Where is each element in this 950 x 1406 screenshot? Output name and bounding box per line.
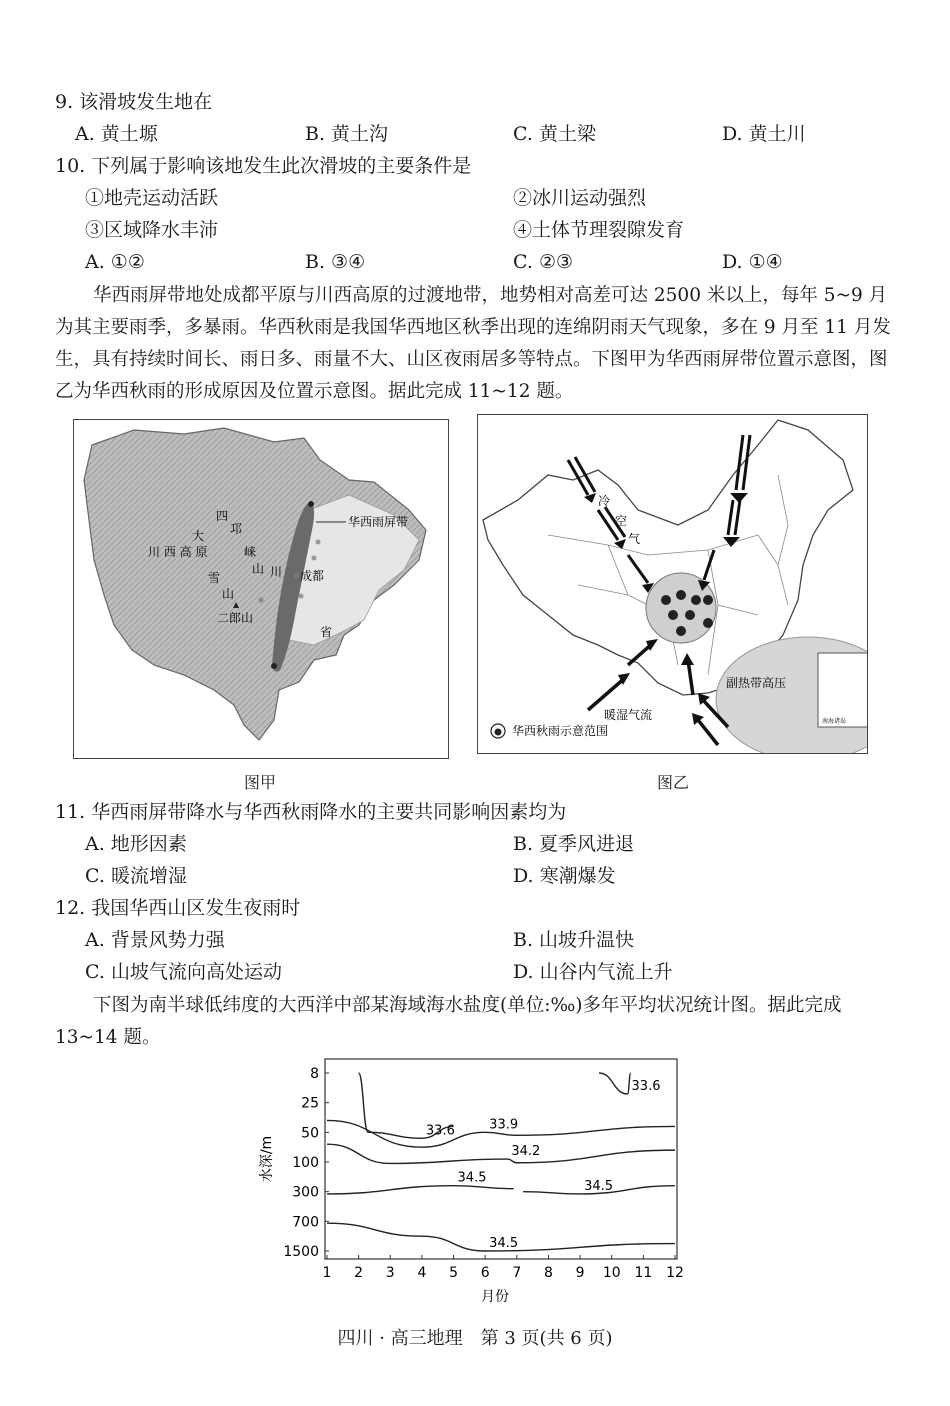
x-tick-label: 3	[385, 1265, 395, 1281]
label-chuan: 川	[270, 565, 283, 579]
q10-item-3: ③区域降水丰沛	[85, 219, 219, 241]
passage-1: 华西雨屏带地处成都平原与川西高原的过渡地带，地势相对高差可达 2500 米以上，每年 5~9 月为其主要雨季，多暴雨。华西秋雨是我国华西地区秋季出现的连绵阴雨天气现象，多在 9 月至 11 月发生，具有持续时间长、雨日多、雨量不大、山区夜雨居多等特点。下图甲为华西雨屏带位置示意图，图乙为华西秋雨的形成原因及位置示意图。据此完成 11~12 题。	[55, 285, 891, 402]
contour-label: 34.5	[584, 1178, 614, 1194]
page-footer: 四川 · 高三地理 第 3 页(共 6 页)	[337, 1328, 613, 1349]
y-tick-label: 25	[301, 1095, 319, 1112]
sichuan-map-svg	[74, 420, 448, 758]
q10-item-2: ②冰川运动强烈	[513, 187, 647, 209]
label-erlang: 二郎山	[217, 611, 254, 625]
q11-stem: 11. 华西雨屏带降水与华西秋雨降水的主要共同影响因素均为	[55, 801, 567, 823]
q12-option-c[interactable]: C. 山坡气流向高处运动	[85, 961, 282, 983]
y-axis-label: 水深/m	[259, 1135, 275, 1183]
figure-a-caption: 图甲	[244, 773, 277, 792]
label-lai: 崃	[244, 545, 257, 559]
q10-option-d[interactable]: D. ①④	[722, 251, 783, 273]
x-tick-label: 10	[602, 1265, 621, 1281]
label-sheng: 省	[320, 625, 333, 639]
contour-label: 33.9	[489, 1117, 519, 1133]
china-map-svg	[478, 415, 867, 753]
label-qiong: 邛	[230, 522, 243, 536]
contour-label: 34.2	[511, 1144, 541, 1160]
south-china-sea-inset	[818, 653, 867, 727]
x-tick-label: 1	[322, 1265, 332, 1281]
contour-label: 33.6	[425, 1123, 455, 1139]
contour-label: 33.6	[631, 1078, 661, 1094]
contour-label: 34.5	[457, 1170, 487, 1186]
figure-b-map	[477, 414, 868, 754]
x-tick-label: 5	[449, 1265, 459, 1281]
x-tick-label: 4	[417, 1265, 427, 1281]
label-si: 四	[216, 509, 229, 523]
y-tick-label: 300	[292, 1184, 319, 1201]
q10-item-1: ①地壳运动活跃	[85, 187, 219, 209]
q11-option-b[interactable]: B. 夏季风进退	[513, 833, 635, 855]
q10-item-4: ④土体节理裂隙发育	[513, 219, 685, 241]
q9-stem: 9. 该滑坡发生地在	[55, 91, 213, 113]
y-tick-label: 700	[292, 1214, 319, 1231]
q11-option-a[interactable]: A. 地形因素	[85, 833, 187, 855]
y-tick-label: 8	[310, 1066, 319, 1082]
q11-option-c[interactable]: C. 暖流增湿	[85, 865, 187, 887]
x-tick-label: 7	[512, 1265, 522, 1281]
q10-option-c[interactable]: C. ②③	[513, 251, 574, 273]
q12-option-a[interactable]: A. 背景风势力强	[85, 929, 225, 951]
contour-label: 34.5	[489, 1236, 519, 1251]
q12-stem: 12. 我国华西山区发生夜雨时	[55, 897, 301, 919]
q9-option-c[interactable]: C. 黄土梁	[513, 123, 596, 145]
label-da: 大	[192, 529, 205, 543]
figure-a-map	[73, 419, 449, 759]
inset-label: 南海诸岛	[822, 718, 847, 725]
x-axis-label: 月份	[481, 1289, 509, 1305]
x-tick-label: 12	[666, 1265, 684, 1281]
figure-b-caption: 图乙	[657, 773, 690, 792]
label-shan: 山	[252, 562, 265, 576]
salinity-chart	[255, 1055, 695, 1305]
x-tick-label: 8	[543, 1265, 553, 1281]
label-chengdu: 成都	[300, 569, 325, 583]
y-tick-label: 50	[301, 1125, 319, 1142]
label-rain-belt: 华西雨屏带	[348, 515, 409, 529]
label-shan2: 山	[222, 587, 235, 601]
y-tick-label: 1500	[283, 1244, 319, 1260]
q12-option-b[interactable]: B. 山坡升温快	[513, 929, 635, 951]
q10-stem: 10. 下列属于影响该地发生此次滑坡的主要条件是	[55, 155, 472, 177]
label-leng: 冷	[598, 494, 611, 508]
q9-option-a[interactable]: A. 黄土塬	[75, 123, 158, 145]
y-tick-label: 100	[292, 1155, 319, 1171]
q12-option-d[interactable]: D. 山谷内气流上升	[513, 961, 673, 983]
label-warm-air: 暖湿气流	[604, 708, 653, 722]
legend-label: 华西秋雨示意范围	[512, 724, 609, 738]
x-tick-label: 6	[480, 1265, 490, 1281]
label-subtropical-high: 副热带高压	[726, 676, 787, 690]
label-xue: 雪	[208, 571, 221, 585]
x-tick-label: 11	[634, 1265, 653, 1281]
q9-option-d[interactable]: D. 黄土川	[722, 123, 806, 145]
q10-option-b[interactable]: B. ③④	[305, 251, 366, 273]
q11-option-d[interactable]: D. 寒潮爆发	[513, 865, 616, 887]
x-tick-label: 2	[354, 1265, 364, 1281]
q10-option-a[interactable]: A. ①②	[85, 251, 145, 273]
label-plateau: 川 西 高 原	[148, 545, 208, 559]
q9-option-b[interactable]: B. 黄土沟	[305, 123, 389, 145]
x-tick-label: 9	[575, 1265, 585, 1281]
passage-2: 下图为南半球低纬度的大西洋中部某海域海水盐度(单位:‰)多年平均状况统计图。据此完成 13~14 题。	[55, 995, 842, 1048]
label-qi: 气	[628, 532, 641, 546]
label-kong: 空	[615, 514, 628, 528]
